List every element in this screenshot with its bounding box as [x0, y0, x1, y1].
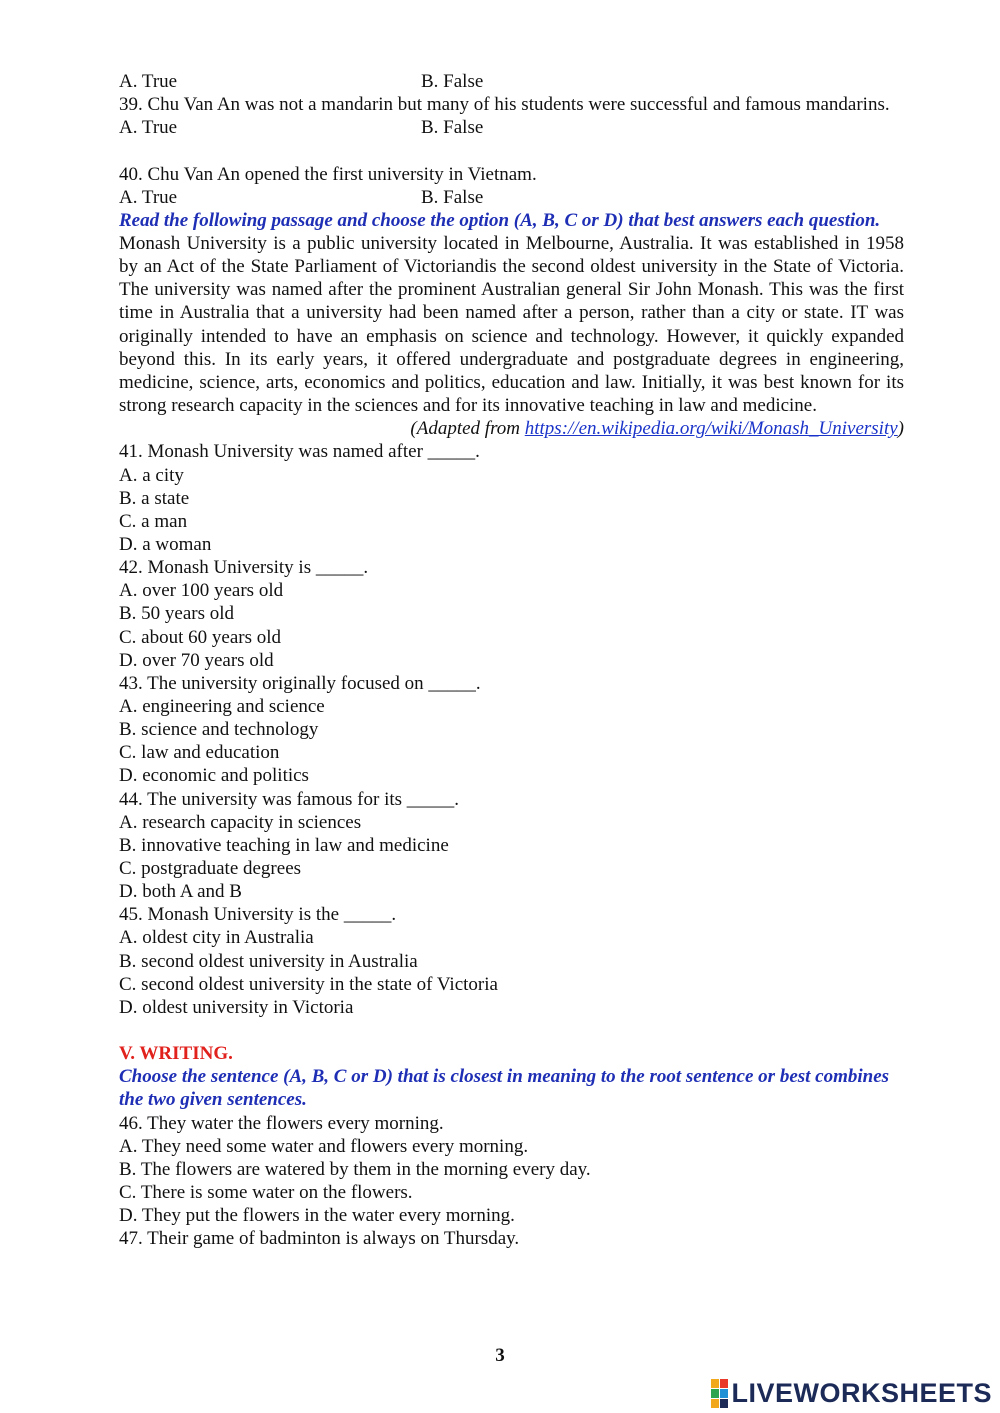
q38-option-b[interactable]: B. False	[421, 71, 484, 92]
worksheet-page	[119, 70, 904, 1250]
option-d[interactable]: D. a woman	[119, 533, 212, 555]
spacer	[119, 139, 904, 162]
option-a[interactable]: A. They need some water and flowers every morning.	[119, 1135, 529, 1157]
option-d[interactable]: D. over 70 years old	[119, 649, 274, 671]
page-number: 3	[495, 1345, 505, 1366]
option-b[interactable]: B. science and technology	[119, 719, 319, 741]
option-d[interactable]: D. They put the flowers in the water every morning.	[119, 1205, 515, 1227]
question-stem: 44. The university was famous for its _____.	[119, 788, 460, 810]
option-d[interactable]: D. oldest university in Victoria	[119, 996, 354, 1018]
question-47-stem: 47. Their game of badminton is always on Thursday.	[119, 1228, 520, 1250]
option-c[interactable]: C. about 60 years old	[119, 626, 282, 648]
question-42	[119, 556, 904, 672]
question-41	[119, 440, 904, 556]
option-c[interactable]: C. second oldest university in the state of Victoria	[119, 973, 498, 995]
reading-instruction: Read the following passage and choose the option (A, B, C or D) that best answers each question.	[119, 209, 881, 231]
option-a[interactable]: A. engineering and science	[119, 695, 325, 717]
question-stem: 46. They water the flowers every morning.	[119, 1112, 444, 1134]
reading-passage: Monash University is a public university located in Melbourne, Australia. It was established in 1958 by an Act of the State Parliament of Victoriandis the second oldest university in the State of Victoria. The university was named after the prominent Australian general Sir John Monash. This was the first time in Australia that a university had been named after a person, rather than a city or state. IT was originally intended to have an emphasis on science and technology. However, it quickly expanded beyond this. In its early years, it offered undergraduate and postgraduate degrees in engineering, medicine, science, arts, economics and politics, education and law. Initially, it was best known for its strong research capacity in the sciences and for its innovative teaching in law and medicine.	[119, 233, 904, 417]
question-44	[119, 788, 904, 904]
passage-source	[119, 417, 904, 440]
source-link[interactable]: https://en.wikipedia.org/wiki/Monash_University	[524, 418, 898, 440]
writing-instruction: Choose the sentence (A, B, C or D) that is closest in meaning to the root sentence or best combines the two given sentences.	[119, 1066, 890, 1111]
option-b[interactable]: B. 50 years old	[119, 603, 235, 625]
q39-stem: 39. Chu Van An was not a mandarin but many of his students were successful and famous mandarins.	[119, 94, 890, 116]
option-c[interactable]: C. There is some water on the flowers.	[119, 1181, 413, 1203]
option-b[interactable]: B. second oldest university in Australia	[119, 950, 418, 972]
option-a[interactable]: A. over 100 years old	[119, 580, 284, 602]
option-a[interactable]: A. a city	[119, 464, 184, 486]
question-43	[119, 672, 904, 788]
q39-option-b[interactable]: B. False	[421, 117, 484, 139]
option-b[interactable]: B. The flowers are watered by them in the morning every day.	[119, 1158, 591, 1180]
source-suffix: )	[897, 418, 904, 440]
question-stem: 42. Monash University is _____.	[119, 557, 369, 579]
question-stem: 43. The university originally focused on _____.	[119, 672, 481, 694]
q40-option-a[interactable]: A. True	[119, 186, 178, 208]
option-b[interactable]: B. a state	[119, 487, 190, 509]
question-stem: 41. Monash University was named after _____.	[119, 441, 480, 463]
option-c[interactable]: C. law and education	[119, 742, 280, 764]
spacer	[119, 1019, 904, 1042]
liveworksheets-brand	[711, 1378, 992, 1408]
q40-options	[119, 186, 904, 209]
q38-option-a[interactable]: A. True	[119, 71, 178, 92]
liveworksheets-logo-icon	[711, 1379, 728, 1408]
source-prefix: (Adapted from	[410, 418, 525, 440]
question-46	[119, 1112, 904, 1228]
option-c[interactable]: C. postgraduate degrees	[119, 857, 302, 879]
q39-option-a[interactable]: A. True	[119, 117, 178, 139]
question-stem: 45. Monash University is the _____.	[119, 904, 397, 926]
question-45	[119, 903, 904, 1019]
option-a[interactable]: A. oldest city in Australia	[119, 927, 314, 949]
q39-options	[119, 116, 904, 139]
option-b[interactable]: B. innovative teaching in law and medicine	[119, 834, 449, 856]
q40-option-b[interactable]: B. False	[421, 186, 484, 208]
q38-options	[119, 70, 904, 93]
writing-heading: V. WRITING.	[119, 1043, 233, 1065]
option-d[interactable]: D. both A and B	[119, 881, 242, 903]
option-a[interactable]: A. research capacity in sciences	[119, 811, 362, 833]
brand-name: LIVEWORKSHEETS	[731, 1377, 992, 1408]
q40-stem: 40. Chu Van An opened the first university in Vietnam.	[119, 163, 537, 185]
option-d[interactable]: D. economic and politics	[119, 765, 309, 787]
option-c[interactable]: C. a man	[119, 510, 188, 532]
